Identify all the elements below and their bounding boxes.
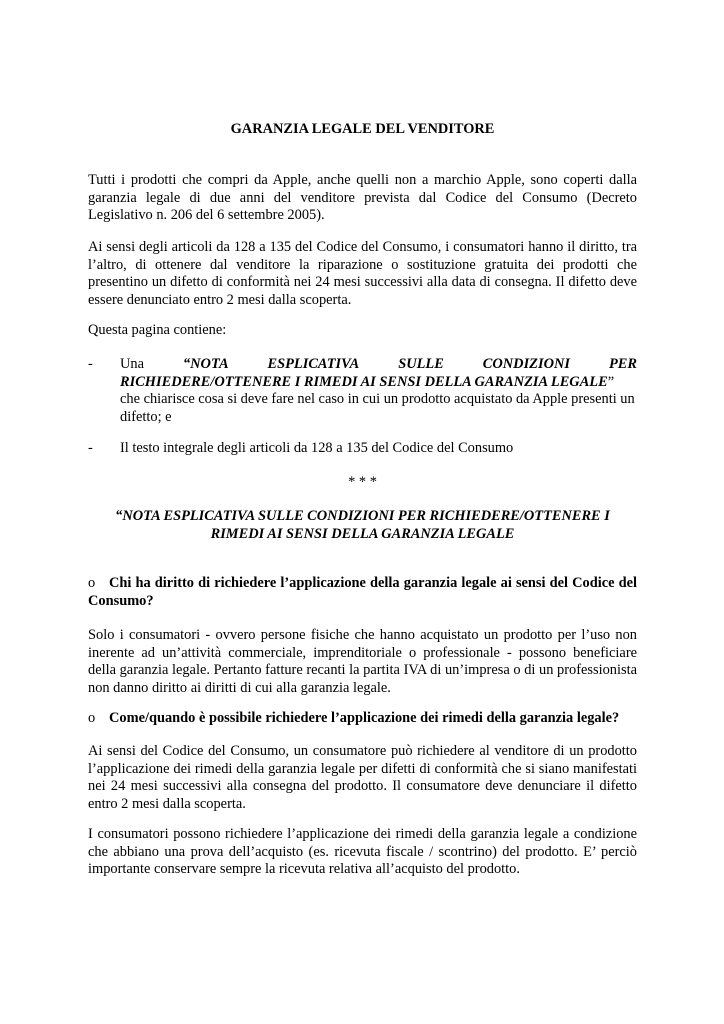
- bullet-body: [120, 356, 637, 426]
- contains-label: Questa pagina contiene:: [88, 322, 227, 338]
- separator: * * *: [348, 474, 377, 490]
- bullet-body: [120, 440, 637, 458]
- bullet-rest-text: che chiarisce cosa si deve fare nel caso in cui un prodotto acquistato da Apple presenti un difetto; e: [120, 391, 635, 425]
- faq-question-text: Come/quando è possibile richiedere l’applicazione dei rimedi della garanzia legale?: [109, 710, 620, 726]
- bullet-word: Una: [120, 356, 144, 372]
- faq-question-2: [88, 710, 637, 728]
- section-heading-line1: “NOTA ESPLICATIVA SULLE CONDIZIONI PER RICHIEDERE/OTTENERE I: [115, 508, 610, 524]
- faq-question-1: [88, 575, 637, 610]
- bullet-title-line1: [120, 356, 637, 374]
- bullet-title-text: RICHIEDERE/OTTENERE I RIMEDI AI SENSI DELLA GARANZIA LEGALE: [120, 373, 608, 390]
- faq-answer-2a: Ai sensi del Codice del Consumo, un consumatore può richiedere al venditore di un prodotto l’applicazione dei rimedi della garanzia legale per difetti di conformità che si siano manifestati nei 24 mesi successivi alla consegna del prodotto. Il consumatore deve denunciare il difetto entro 2 mesi dalla scoperta.: [88, 743, 637, 812]
- faq-question-text: Chi ha diritto di richiedere l’applicazione della garanzia legale ai sensi del Codice del Consumo?: [88, 575, 637, 609]
- circle-bullet-icon: o: [88, 710, 96, 726]
- bullet-dash: -: [88, 356, 93, 372]
- bullet-title-line2: [120, 374, 637, 392]
- page-title: GARANZIA LEGALE DEL VENDITORE: [230, 121, 495, 137]
- section-heading: [88, 508, 637, 543]
- bullet-word: PER: [608, 356, 637, 372]
- circle-bullet-icon: o: [88, 575, 96, 591]
- bullet-word: “NOTA: [182, 356, 229, 372]
- faq-answer-2b: I consumatori possono richiedere l’applicazione dei rimedi della garanzia legale a condizione che abbiano una prova dell’acquisto (es. ricevuta fiscale / scontrino) del prodotto. E’ perciò importante conservare sempre la ricevuta relativa all’acquisto del prodotto.: [88, 826, 637, 877]
- intro-paragraph: Tutti i prodotti che compri da Apple, anche quelli non a marchio Apple, sono coperti dalla garanzia legale di due anni del venditore prevista dal Codice del Consumo (Decreto Legislativo n. 206 del 6 settembre 2005).: [88, 172, 637, 223]
- bullet-word: ESPLICATIVA: [267, 356, 360, 372]
- bullet-word: CONDIZIONI: [482, 356, 570, 372]
- section-heading-line2: RIMEDI AI SENSI DELLA GARANZIA LEGALE: [210, 525, 515, 542]
- bullet-dash: -: [88, 440, 93, 456]
- bullet-word: SULLE: [398, 356, 444, 372]
- closing-quote: ”: [607, 373, 615, 390]
- rights-paragraph: Ai sensi degli articoli da 128 a 135 del Codice del Consumo, i consumatori hanno il diritto, tra l’altro, di ottenere dal venditore la riparazione o sostituzione gratuita dei prodotti che presentino un difetto di conformità nei 24 mesi successivi alla data di consegna. Il difetto deve essere denunciato entro 2 mesi dalla scoperta.: [88, 239, 637, 308]
- bullet-text: Il testo integrale degli articoli da 128 a 135 del Codice del Consumo: [120, 440, 514, 456]
- faq-answer-1: Solo i consumatori - ovvero persone fisiche che hanno acquistato un prodotto per l’uso non inerente ad un’attività commerciale, imprenditoriale o professionale - possono beneficiare della garanzia legale. Pertanto fatture recanti la partita IVA di un’impresa o di un professionista non danno diritto ai diritti di cui alla garanzia legale.: [88, 627, 637, 696]
